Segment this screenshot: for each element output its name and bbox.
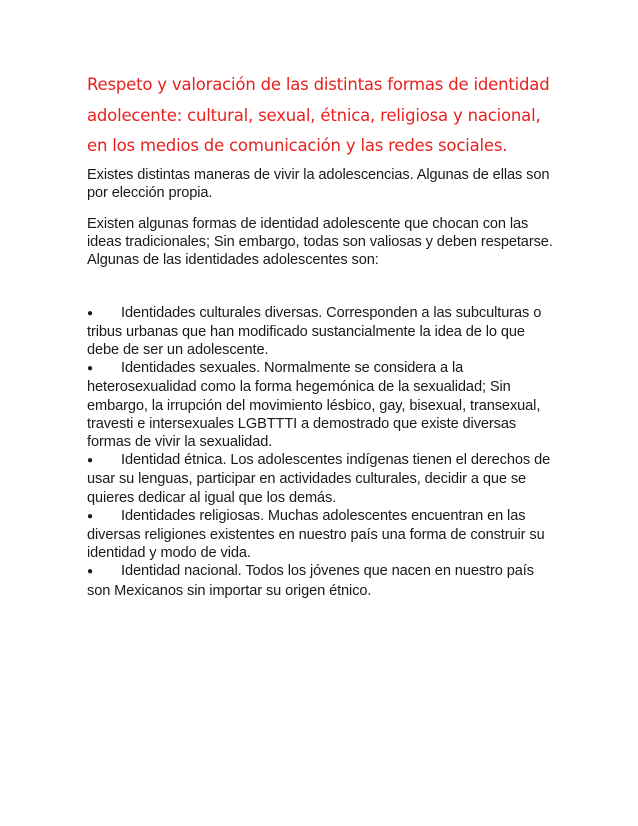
identities-list <box>87 304 557 600</box>
document-page <box>87 70 557 600</box>
bullet-dot-icon: ● <box>87 455 93 467</box>
list-item-text: Identidad nacional. Todos los jóvenes que nacen en nuestro país son Mexicanos sin importar su origen étnico. <box>87 563 534 599</box>
list-item <box>87 359 557 451</box>
list-item-text: Identidades culturales diversas. Corresponden a las subculturas o tribus urbanas que han modificado sustancialmente la idea de lo que debe de ser un adolescente. <box>87 304 542 358</box>
bullet-dot-icon: ● <box>87 307 93 319</box>
list-item-text: Identidades sexuales. Normalmente se considera a la heterosexualidad como la forma hegemónica de la sexualidad; Sin embargo, la irrupción del movimiento lésbico, gay, bisexual, transexual, travesti e intersexuales LGBTTTI a demostrado que existe diversas formas de vivir la sexualidad. <box>87 360 541 450</box>
list-item <box>87 562 557 599</box>
document-title: Respeto y valoración de las distintas formas de identidad adolecente: cultural, sexual, étnica, religiosa y nacional, en los medios de comunicación y las redes sociales. <box>87 75 550 155</box>
list-item-text: Identidad étnica. Los adolescentes indígenas tienen el derechos de usar su lenguas, participar en actividades culturales, decidir a que se quieres dedicar al igual que los demás. <box>87 452 551 506</box>
bullet-dot-icon: ● <box>87 363 93 375</box>
list-item <box>87 507 557 563</box>
intro-paragraph: Existes distintas maneras de vivir la adolescencias. Algunas de ellas son por elección propia. <box>87 166 550 201</box>
list-item <box>87 304 557 360</box>
bullet-dot-icon: ● <box>87 510 93 522</box>
identities-paragraph: Existen algunas formas de identidad adolescente que chocan con las ideas tradicionales; Sin embargo, todas son valiosas y deben respetarse. Algunas de las identidades adolescentes son: <box>87 215 553 269</box>
bullet-dot-icon: ● <box>87 566 93 578</box>
list-item <box>87 451 557 507</box>
list-item-text: Identidades religiosas. Muchas adolescentes encuentran en las diversas religiones existentes en nuestro país una forma de construir su identidad y modo de vida. <box>87 507 545 562</box>
